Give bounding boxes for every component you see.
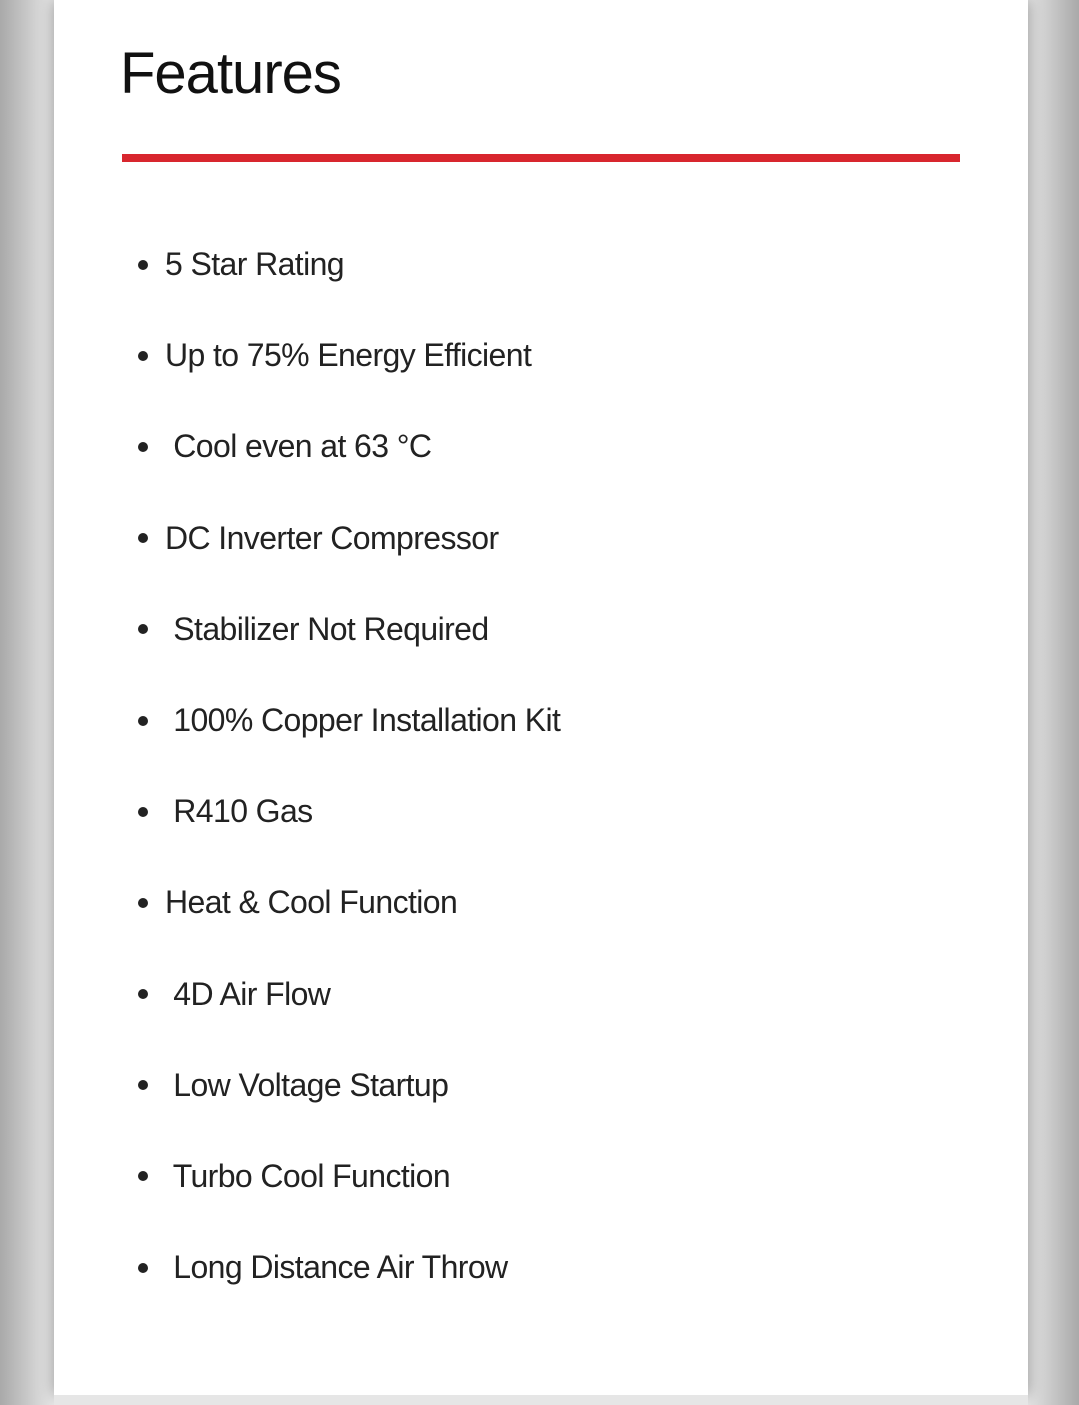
- bullet-icon: [138, 260, 148, 270]
- bullet-icon: [138, 716, 148, 726]
- feature-text: Stabilizer Not Required: [165, 610, 489, 647]
- feature-text: Up to 75% Energy Efficient: [165, 337, 532, 374]
- list-item: [120, 219, 560, 310]
- bullet-icon: [138, 1263, 148, 1273]
- list-item: [120, 1131, 560, 1222]
- bullet-icon: [138, 1080, 148, 1090]
- feature-text: 4D Air Flow: [165, 975, 331, 1012]
- bullet-icon: [138, 807, 148, 817]
- feature-text: Turbo Cool Function: [165, 1157, 451, 1194]
- feature-text: Long Distance Air Throw: [165, 1249, 508, 1286]
- list-item: [120, 766, 560, 857]
- list-item: [120, 584, 560, 675]
- list-item: [120, 1040, 560, 1131]
- list-item: [120, 675, 560, 766]
- list-item: [120, 493, 560, 584]
- list-item: [120, 857, 560, 948]
- feature-text: Cool even at 63 °C: [165, 428, 432, 465]
- bullet-icon: [138, 898, 148, 908]
- feature-text: Low Voltage Startup: [165, 1066, 449, 1103]
- section-title: Features: [120, 41, 341, 106]
- features-card: [54, 0, 1028, 1395]
- feature-text: 5 Star Rating: [165, 246, 344, 283]
- feature-text: DC Inverter Compressor: [165, 519, 499, 556]
- list-item: [120, 310, 560, 401]
- feature-list: [120, 219, 560, 1313]
- title-divider: [122, 154, 960, 162]
- list-item: [120, 401, 560, 492]
- list-item: [120, 949, 560, 1040]
- feature-text: R410 Gas: [165, 793, 313, 830]
- bullet-icon: [138, 442, 148, 452]
- feature-text: Heat & Cool Function: [165, 884, 458, 921]
- bullet-icon: [138, 1171, 148, 1181]
- list-item: [120, 1222, 560, 1313]
- bullet-icon: [138, 533, 148, 543]
- bullet-icon: [138, 351, 148, 361]
- card-footer-strip: [54, 1395, 1028, 1405]
- bullet-icon: [138, 989, 148, 999]
- bullet-icon: [138, 624, 148, 634]
- feature-text: 100% Copper Installation Kit: [165, 702, 561, 739]
